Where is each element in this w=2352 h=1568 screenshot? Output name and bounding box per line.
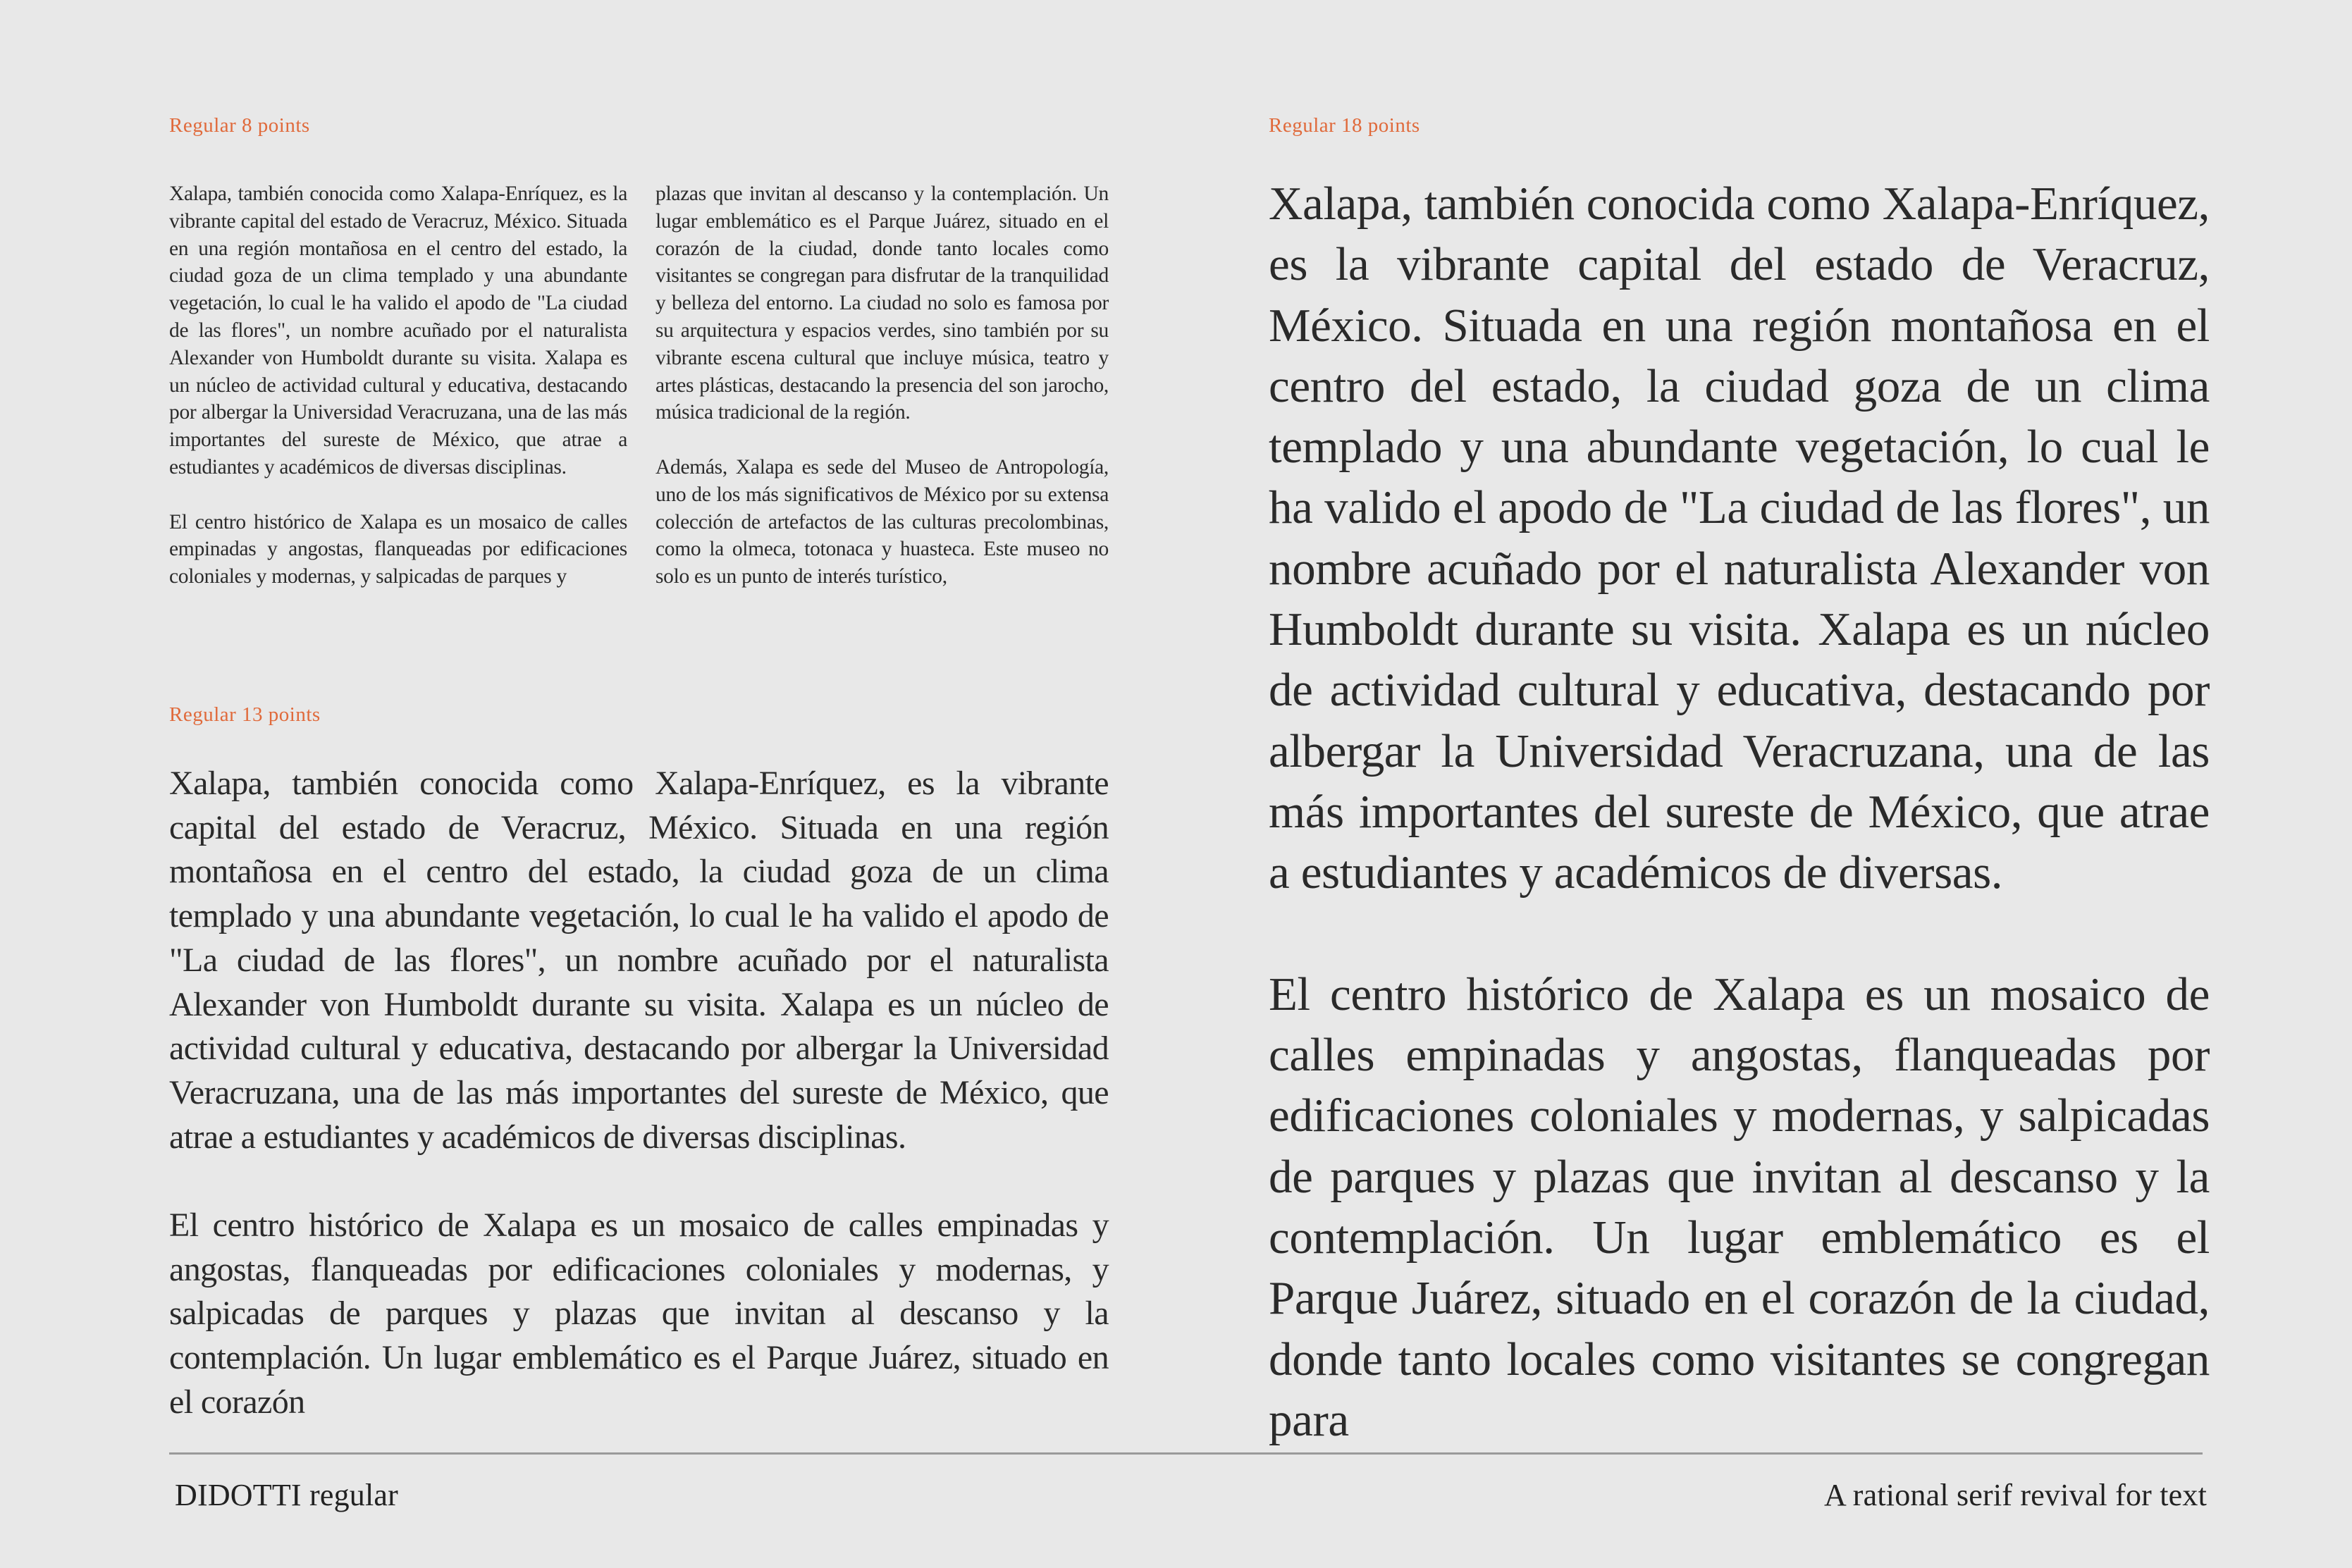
label-18-points: Regular 18 points — [1269, 114, 1420, 137]
specimen-8pt-paragraph: El centro histórico de Xalapa es un mosaico de calles empinadas y angostas, flanqueadas por edificaciones coloniales y modernas, y salpicadas de parques y — [169, 510, 627, 588]
specimen-13pt-paragraph: Xalapa, también conocida como Xalapa-Enríquez, es la vibrante capital del estado de Veracruz, México. Situada en una región montañosa en el centro del estado, la ciudad goza de un clima templado y una abundante vegetación, lo cual le ha valido el apodo de "La ciudad de las flores", un nombre acuñado por el naturalista Alexander von Humboldt durante su visita. Xalapa es un núcleo de actividad cultural y educativa, destacando por albergar la Universidad Veracruzana, una de las más importantes del sureste de México, que atrae a estudiantes y académicos de diversas disciplinas. — [169, 765, 1109, 1156]
label-13-points: Regular 13 points — [169, 703, 321, 726]
label-8-points: Regular 8 points — [169, 114, 310, 137]
specimen-8pt-paragraph: Xalapa, también conocida como Xalapa-Enríquez, es la vibrante capital del estado de Veracruz, México. Situada en una región montañosa en el centro del estado, la ciudad goza de un clima templado y una abundante vegetación, lo cual le ha valido el apodo de "La ciudad de las flores", un nombre acuñado por el naturalista Alexander von Humboldt durante su visita. Xalapa es un núcleo de actividad cultural y educativa, destacando por albergar la Universidad Veracruzana, una de las más importantes del sureste de México, que atrae a estudiantes y académicos de diversas disciplinas. — [169, 183, 627, 479]
footer-font-name: DIDOTTI regular — [175, 1478, 398, 1512]
specimen-13pt-block — [169, 762, 1109, 1421]
specimen-18pt-block — [1269, 173, 2210, 1446]
specimen-8pt-paragraph: Además, Xalapa es sede del Museo de Antropología, uno de los más significativos de México por su extensa colección de artefactos de las culturas precolombinas, como la olmeca, totonaca y huasteca. Este museo no solo es un punto de interés turístico, — [655, 455, 1109, 588]
footer-tagline: A rational serif revival for text — [1824, 1478, 2207, 1512]
specimen-18pt-paragraph: Xalapa, también conocida como Xalapa-Enríquez, es la vibrante capital del estado de Veracruz, México. Situada en una región montañosa en el centro del estado, la ciudad goza de un clima templado y una abundante vegetación, lo cual le ha valido el apodo de "La ciudad de las flores", un nombre acuñado por el naturalista Alexander von Humboldt durante su visita. Xalapa es un núcleo de actividad cultural y educativa, destacando por albergar la Universidad Veracruzana, una de las más importantes del sureste de México, que atrae a estudiantes y académicos de diversas. — [1269, 178, 2210, 899]
specimen-13pt-paragraph: El centro histórico de Xalapa es un mosaico de calles empinadas y angostas, flanqueadas por edificaciones coloniales y modernas, y salpicadas de parques y plazas que invitan al descanso y la contemplación. Un lugar emblemático es el Parque Juárez, situado en el corazón — [169, 1206, 1109, 1421]
specimen-8pt-column-2 — [655, 180, 1109, 607]
footer-divider — [169, 1452, 2203, 1455]
specimen-18pt-paragraph: El centro histórico de Xalapa es un mosaico de calles empinadas y angostas, flanqueadas por edificaciones coloniales y modernas, y salpicadas de parques y plazas que invitan al descanso y la contemplación. Un lugar emblemático es el Parque Juárez, situado en el corazón de la ciudad, donde tanto locales como visitantes se congregan para — [1269, 968, 2210, 1446]
specimen-8pt-paragraph: plazas que invitan al descanso y la contemplación. Un lugar emblemático es el Parque Juárez, situado en el corazón de la ciudad, donde tanto locales como visitantes se congregan para disfrutar de la tranquilidad y belleza del entorno. La ciudad no solo es famosa por su arquitectura y espacios verdes, sino también por su vibrante escena cultural que incluye música, teatro y artes plásticas, destacando la presencia del son jarocho, música tradicional de la región. — [655, 183, 1109, 424]
specimen-8pt-column-1 — [169, 180, 627, 607]
